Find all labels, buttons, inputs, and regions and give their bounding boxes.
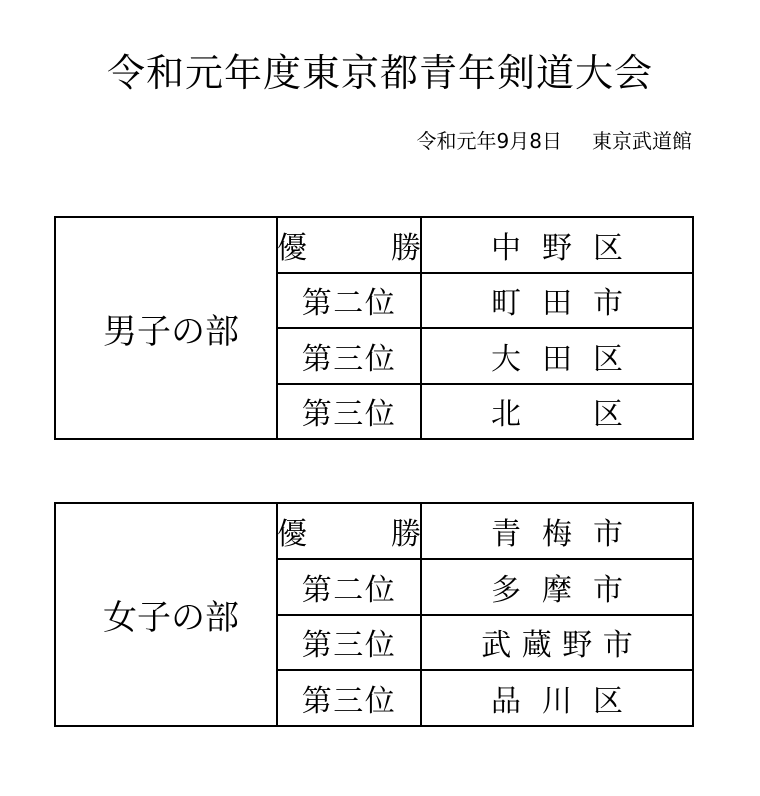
- winner-name: 多摩市: [491, 572, 644, 608]
- winner-name: 大田区: [491, 341, 644, 377]
- winner-name: 武蔵野市: [481, 628, 644, 664]
- winner-name: 品川区: [491, 684, 644, 720]
- result-row: [278, 274, 692, 330]
- placing-label: 第三位: [278, 671, 422, 725]
- placing-label: 優 勝: [278, 504, 422, 558]
- results-table-men: [54, 216, 694, 440]
- placing-label: 第二位: [278, 274, 422, 328]
- winner-name: 青梅市: [491, 516, 644, 552]
- result-row: [278, 560, 692, 616]
- placing-label: 第三位: [278, 329, 422, 383]
- placing-label: 第三位: [278, 385, 422, 439]
- result-row: [278, 218, 692, 274]
- event-dateline: [417, 126, 692, 156]
- result-row: [278, 616, 692, 672]
- event-date: 令和元年9月8日: [416, 129, 562, 153]
- placing-label: 第二位: [278, 560, 422, 614]
- placing-label: 優 勝: [278, 218, 422, 272]
- division-label: 男子の部: [56, 218, 278, 438]
- winner-name: 中野区: [491, 230, 644, 266]
- event-venue: 東京武道館: [592, 129, 692, 153]
- document-title: 令和元年度東京都青年剣道大会: [106, 51, 653, 95]
- division-label: 女子の部: [56, 504, 278, 725]
- winner-name: 北 区: [491, 397, 644, 433]
- results-rows: [278, 218, 692, 438]
- results-rows: [278, 504, 692, 725]
- winner-name: 町田市: [491, 286, 644, 322]
- placing-label: 第三位: [278, 616, 422, 670]
- result-row: [278, 504, 692, 560]
- result-row: [278, 385, 692, 439]
- results-table-women: [54, 502, 694, 727]
- result-row: [278, 671, 692, 725]
- result-row: [278, 329, 692, 385]
